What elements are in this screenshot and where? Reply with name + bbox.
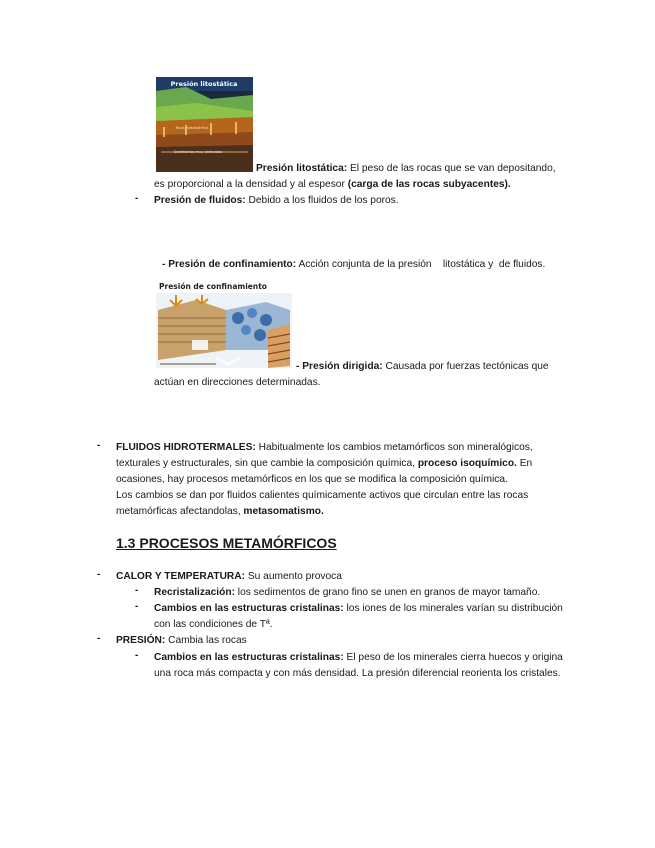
litostatica-line-2	[154, 177, 511, 193]
confinamiento-image-title: Presión de confinamiento	[159, 282, 267, 291]
litostatica-text-1: El peso de las rocas que se van depositando,	[347, 163, 556, 174]
hidrotermales-line-3	[116, 472, 508, 488]
dirigida-line-1	[296, 359, 578, 375]
litostatica-image-label-2: Sedimentos muy profundos	[174, 150, 223, 154]
fluidos-line	[154, 193, 399, 209]
hidrotermales-line-2	[116, 456, 532, 472]
calor-text: Su aumento provoca	[245, 571, 342, 582]
calor-item-2-term: Cambios en las estructuras cristalinas:	[154, 603, 344, 614]
confinamiento-line	[162, 257, 545, 273]
presion-line	[116, 633, 247, 649]
hidrotermales-text-3: ocasiones, hay procesos metamórficos en los que se modifica la composición química.	[116, 474, 508, 485]
calor-item-1-term: Recristalización:	[154, 587, 235, 598]
calor-item-1-text: los sedimentos de grano fino se unen en granos de mayor tamaño.	[234, 587, 541, 598]
calor-term: CALOR Y TEMPERATURA:	[116, 571, 246, 582]
litostatica-bold-tail: (carga de las rocas subyacentes).	[347, 179, 511, 190]
calor-item-2-text-2: con las condiciones de Tª.	[154, 619, 273, 630]
hidrotermales-metasomatismo: metasomatismo.	[243, 506, 324, 517]
confinamiento-text: Acción conjunta de la presión litostática y de fluidos.	[296, 259, 546, 270]
litostatica-text-2: es proporcional a la densidad y al espesor	[154, 179, 348, 190]
presion-item-1	[154, 650, 563, 666]
hidrotermales-text-4: Los cambios se dan por fluidos calientes químicamente activos que circulan entre las rocas	[116, 490, 529, 501]
dirigida-line-2	[154, 375, 321, 391]
calor-item-1-dash: -	[135, 585, 139, 596]
hidrotermales-line-5	[116, 504, 324, 520]
calor-item-2	[154, 601, 563, 617]
hidrotermales-isoquimico: proceso isoquímico.	[417, 458, 517, 469]
hidrotermales-term: FLUIDOS HIDROTERMALES:	[116, 442, 256, 453]
presion-item-1-line-2	[154, 666, 561, 682]
confinamiento-illustration	[156, 280, 292, 368]
presion-text: Cambia las rocas	[165, 635, 247, 646]
litostatica-illustration	[156, 77, 253, 172]
presion-item-1-text: El peso de los minerales cierra huecos y origina	[343, 652, 563, 663]
litostatica-term: Presión litostática:	[256, 163, 348, 174]
litostatica-image-title: Presión litostática	[170, 80, 238, 88]
hidrotermales-text-2c: En	[516, 458, 533, 469]
hidrotermales-text-1: Habitualmente los cambios metamórficos son mineralógicos,	[255, 442, 533, 453]
confinamiento-term: Presión de confinamiento:	[168, 259, 297, 270]
calor-line	[116, 569, 342, 585]
litostatica-line-1	[256, 161, 578, 177]
calor-dash: -	[97, 569, 101, 580]
presion-term: PRESIÓN:	[116, 635, 166, 646]
dirigida-dash: -	[296, 361, 300, 372]
calor-item-2-dash: -	[135, 601, 139, 612]
dirigida-term: Presión dirigida:	[302, 361, 383, 372]
confinamiento-image	[156, 280, 292, 368]
hidrotermales-dash: -	[97, 440, 101, 451]
hidrotermales-line-1	[116, 440, 533, 456]
fluidos-dash: -	[135, 193, 139, 204]
section-heading: 1.3 PROCESOS METAMÓRFICOS	[116, 535, 337, 551]
calor-item-2-line-2	[154, 617, 273, 633]
dirigida-text-1: Causada por fuerzas tectónicas que	[382, 361, 549, 372]
calor-item-1	[154, 585, 540, 601]
litostatica-image-label-1: Roca metamórfica	[176, 126, 208, 130]
fluidos-text: Debido a los fluidos de los poros.	[245, 195, 399, 206]
calor-item-2-text: los iones de los minerales varían su distribución	[343, 603, 563, 614]
dirigida-text-2: actúan en direcciones determinadas.	[154, 377, 321, 388]
presion-item-1-term: Cambios en las estructuras cristalinas:	[154, 652, 344, 663]
confinamiento-dash: -	[162, 259, 166, 270]
fluidos-term: Presión de fluidos:	[154, 195, 246, 206]
litostatica-image	[156, 77, 253, 172]
presion-dash: -	[97, 633, 101, 644]
hidrotermales-text-2a: texturales y estructurales, sin que cambie la composición química,	[116, 458, 418, 469]
presion-item-1-text-2: una roca más compacta y con más densidad. La presión diferencial reorienta los cristales.	[154, 668, 561, 679]
presion-item-1-dash: -	[135, 650, 139, 661]
hidrotermales-line-4	[116, 488, 528, 504]
hidrotermales-text-5a: metamórficas afectandolas,	[116, 506, 244, 517]
